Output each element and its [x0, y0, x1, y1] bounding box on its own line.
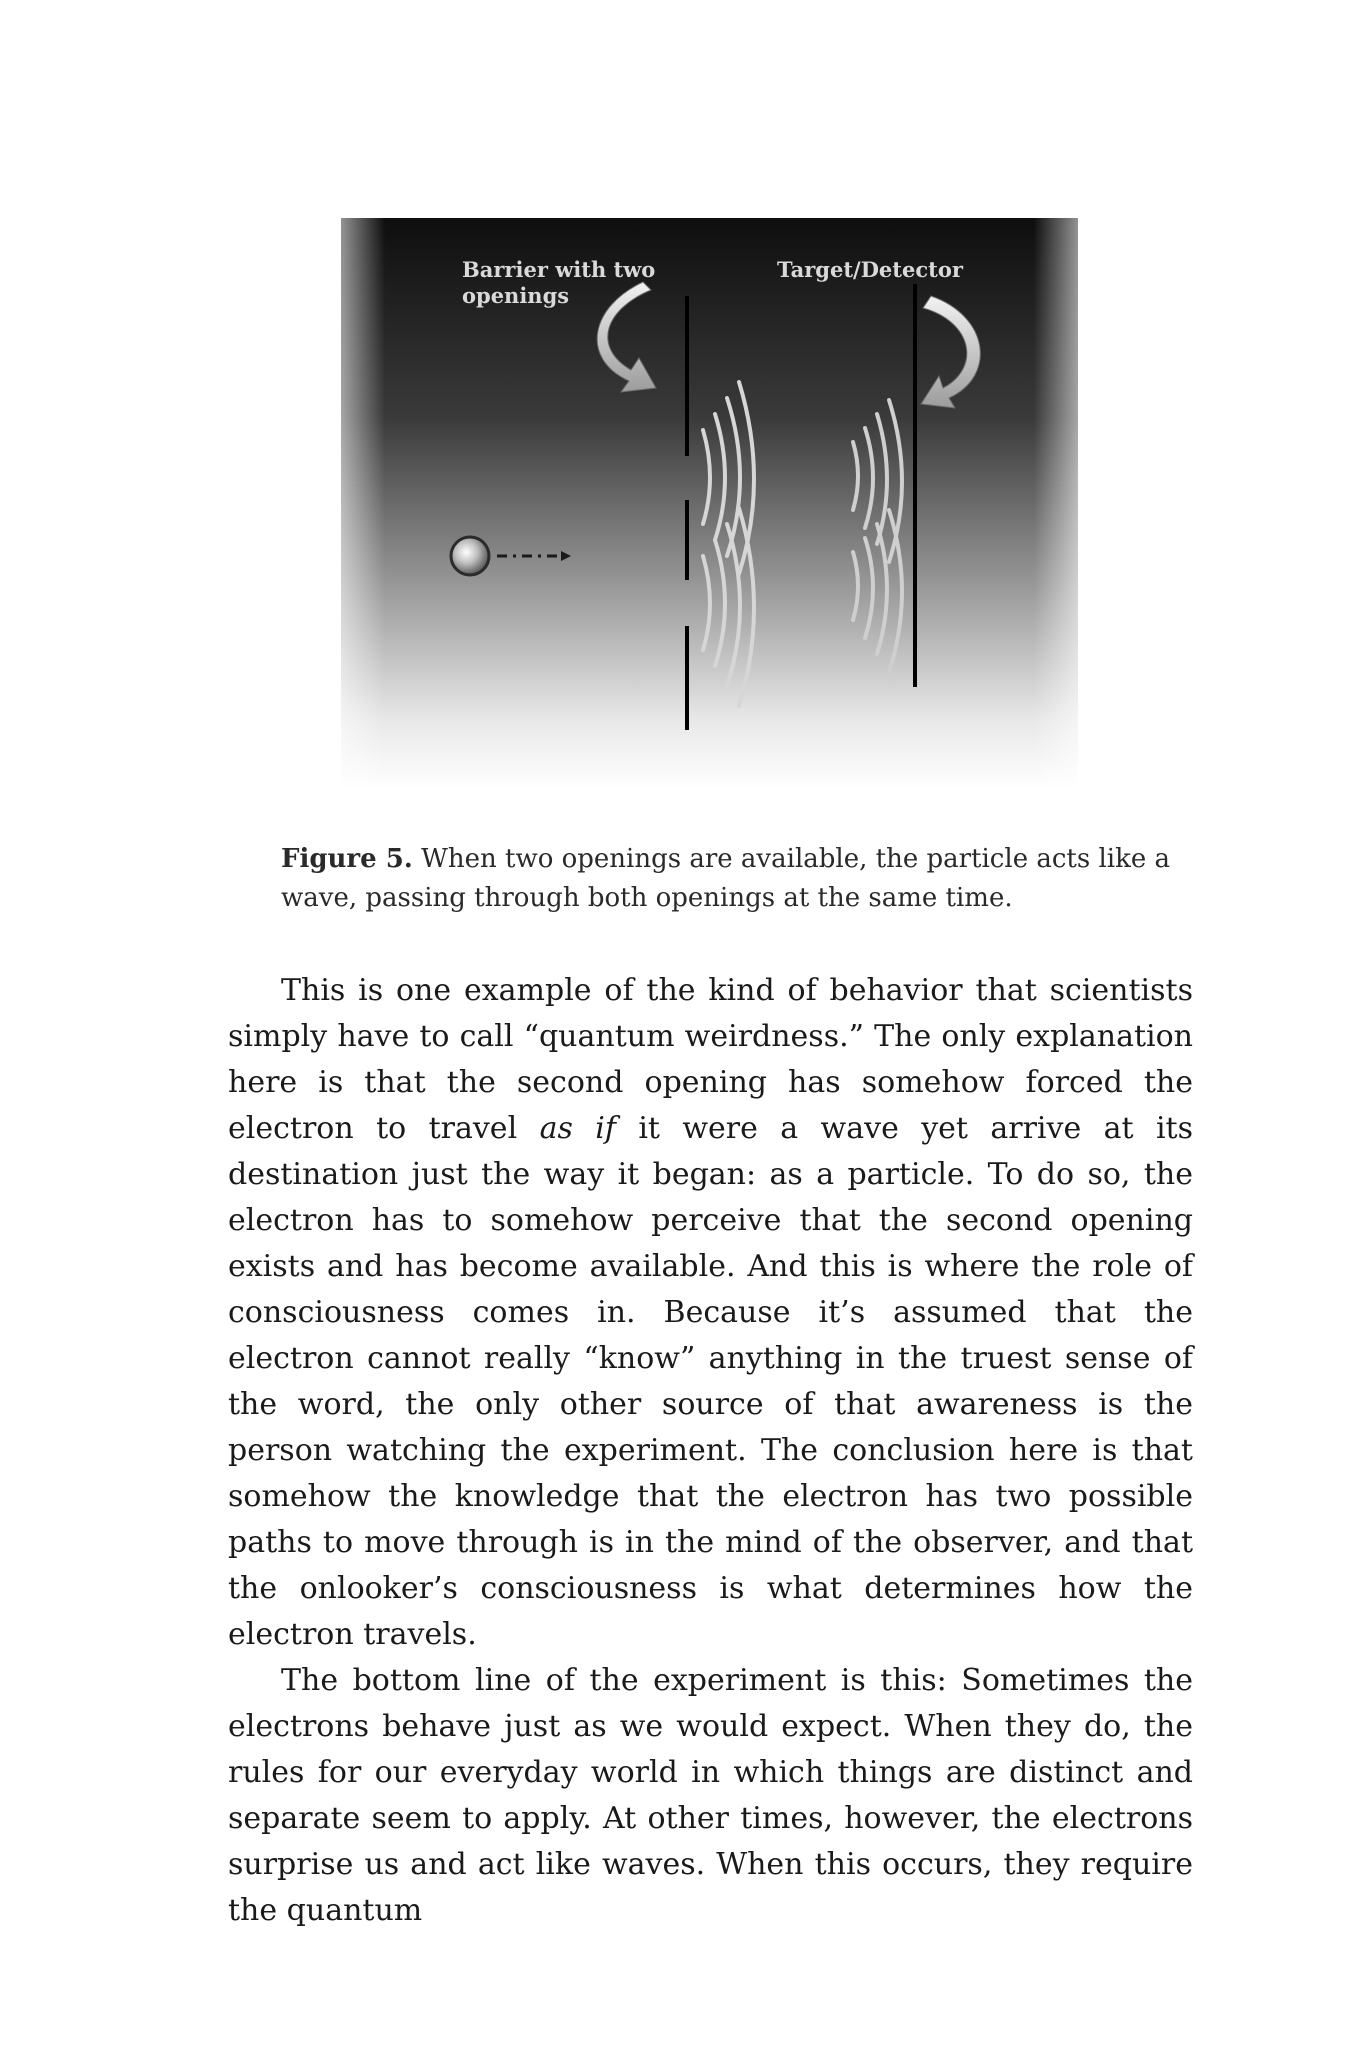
- figure-number: Figure 5.: [281, 844, 413, 874]
- barrier-label-line2: openings: [462, 283, 570, 308]
- barrier-label-line1: Barrier with two: [462, 257, 656, 282]
- paragraph-1-before-italic: This is one example of the kind of behavior that scientists simply have to call “quantum weirdness.” The only explanation here is that the second opening has somehow forced the electron to travel: [228, 973, 1193, 1146]
- paragraph-1-italic: as if: [539, 1111, 616, 1146]
- figure-caption: [281, 840, 1201, 918]
- target-label: Target/Detector: [777, 257, 963, 282]
- caption-text-line1: When two openings are available, the particle acts like a: [412, 844, 1170, 874]
- double-slit-figure: [341, 218, 1078, 789]
- body-text: [228, 968, 1193, 1934]
- caption-text-line2: wave, passing through both openings at the same time.: [281, 883, 1013, 913]
- double-slit-diagram: [341, 218, 1078, 789]
- paragraph-2: The bottom line of the experiment is this: Sometimes the electrons behave just as we would expect. When they do, the rules for our everyday world in which things are distinct and separate seem to apply. At other times, however, the electrons surprise us and act like waves. When this occurs, they require the quantum: [228, 1663, 1193, 1928]
- caption-line-1: [281, 840, 1201, 879]
- paragraph-1: [228, 968, 1193, 1658]
- paragraph-1-after-italic: it were a wave yet arrive at its destination just the way it began: as a particle. To do so, the electron has to somehow perceive that the second opening exists and has become available. And this is where the role of consciousness comes in. Because it’s assumed that the electron cannot really “know” anything in the truest sense of the word, the only other source of that awareness is the person watching the experiment. The conclusion here is that somehow the knowledge that the electron has two possible paths to move through is in the mind of the observer, and that the onlooker’s consciousness is what determines how the electron travels.: [228, 1111, 1193, 1652]
- barrier-with-two-openings: [685, 296, 689, 730]
- target-detector-screen: [913, 284, 917, 687]
